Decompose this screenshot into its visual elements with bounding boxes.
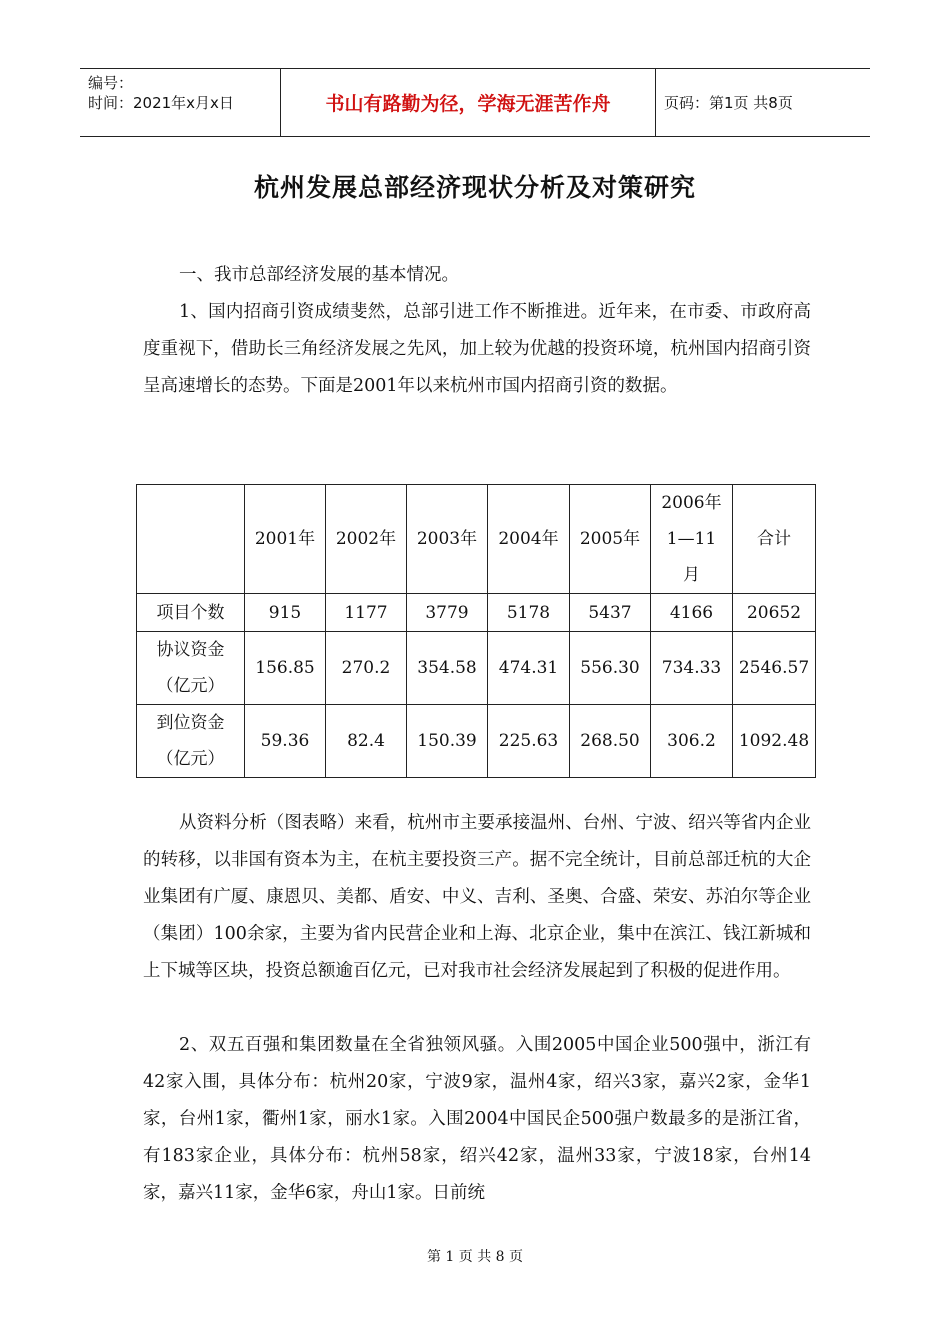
row-label (137, 632, 245, 705)
header-motto: 书山有路勤为径，学海无涯苦作舟 (280, 69, 656, 136)
page-footer: 第 1 页 共 8 页 (426, 1249, 524, 1265)
table-cell: 474.31 (488, 632, 570, 705)
table-cell: 59.36 (245, 705, 326, 778)
table-cell: 354.58 (407, 632, 488, 705)
table-row (137, 594, 816, 632)
paragraph-3: 2、双五百强和集团数量在全省独领风骚。入围2005中国企业500强中，浙江有42家入围，具体分布：杭州20家，宁波9家，温州4家，绍兴3家，嘉兴2家，金华1家，台州1家，衢州1家，丽水1家。入围2004中国民企500强户数最多的是浙江省，有183家企业，具体分布：杭州58家，绍兴42家，温州33家，宁波18家，台州14家，嘉兴11家，金华6家，舟山1家。日前统 (143, 1035, 811, 1203)
table-cell: 4166 (651, 594, 733, 632)
table-cell: 156.85 (245, 632, 326, 705)
table-cell: 1177 (326, 594, 407, 632)
row-label (137, 705, 245, 778)
table-row (137, 632, 816, 705)
header-2006-line: 月 (683, 565, 700, 585)
table-cell: 270.2 (326, 632, 407, 705)
table-cell: 3779 (407, 594, 488, 632)
table-cell: 556.30 (570, 632, 651, 705)
header-cell: 2005年 (570, 485, 651, 594)
header-page-code: 页码：第1页 共8页 (664, 94, 793, 112)
table-cell: 5437 (570, 594, 651, 632)
table-cell: 915 (245, 594, 326, 632)
section-heading: 一、我市总部经济发展的基本情况。 (179, 265, 459, 285)
header-cell: 2003年 (407, 485, 488, 594)
table-cell: 20652 (733, 594, 816, 632)
header-cell-2006 (651, 485, 733, 594)
table-cell: 225.63 (488, 705, 570, 778)
table-cell: 306.2 (651, 705, 733, 778)
header-2006-line: 1—11 (666, 529, 717, 549)
header-meta (88, 73, 280, 113)
paragraph-2: 从资料分析（图表略）来看，杭州市主要承接温州、台州、宁波、绍兴等省内企业的转移，以非国有资本为主，在杭主要投资三产。据不完全统计，目前总部迁杭的大企业集团有广厦、康恩贝、美都、盾安、中义、吉利、圣奥、合盛、荣安、苏泊尔等企业（集团）100余家，主要为省内民营企业和上海、北京企业，集中在滨江、钱江新城和上下城等区块，投资总额逾百亿元，已对我市社会经济发展起到了积极的促进作用。 (143, 813, 811, 981)
time-label: 时间：2021年x月x日 (88, 94, 234, 112)
document-title: 杭州发展总部经济现状分析及对策研究 (253, 173, 696, 202)
paragraph-1: 1、国内招商引资成绩斐然，总部引进工作不断推进。近年来，在市委、市政府高度重视下，借助长三角经济发展之先风，加上较为优越的投资环境，杭州国内招商引资呈高速增长的态势。下面是2001年以来杭州市国内招商引资的数据。 (143, 302, 811, 396)
header-cell: 2002年 (326, 485, 407, 594)
header-cell: 2004年 (488, 485, 570, 594)
header-cell: 合计 (733, 485, 816, 594)
table-header-row (137, 485, 816, 594)
table-cell: 1092.48 (733, 705, 816, 778)
table-cell: 150.39 (407, 705, 488, 778)
table-cell: 5178 (488, 594, 570, 632)
table-cell: 82.4 (326, 705, 407, 778)
table-cell: 2546.57 (733, 632, 816, 705)
row-label-line: 到位资金 (156, 713, 225, 733)
investment-table (136, 484, 816, 778)
row-label: 项目个数 (137, 594, 245, 632)
header-cell: 2001年 (245, 485, 326, 594)
header-2006-line: 2006年 (661, 493, 722, 513)
header-cell-empty (137, 485, 245, 594)
row-label-line: （亿元） (156, 749, 225, 769)
table-cell: 734.33 (651, 632, 733, 705)
row-label-line: 协议资金 (156, 640, 225, 660)
table-cell: 268.50 (570, 705, 651, 778)
row-label-line: （亿元） (156, 676, 225, 696)
page-header (80, 68, 870, 137)
table-row (137, 705, 816, 778)
number-label: 编号： (88, 74, 134, 92)
